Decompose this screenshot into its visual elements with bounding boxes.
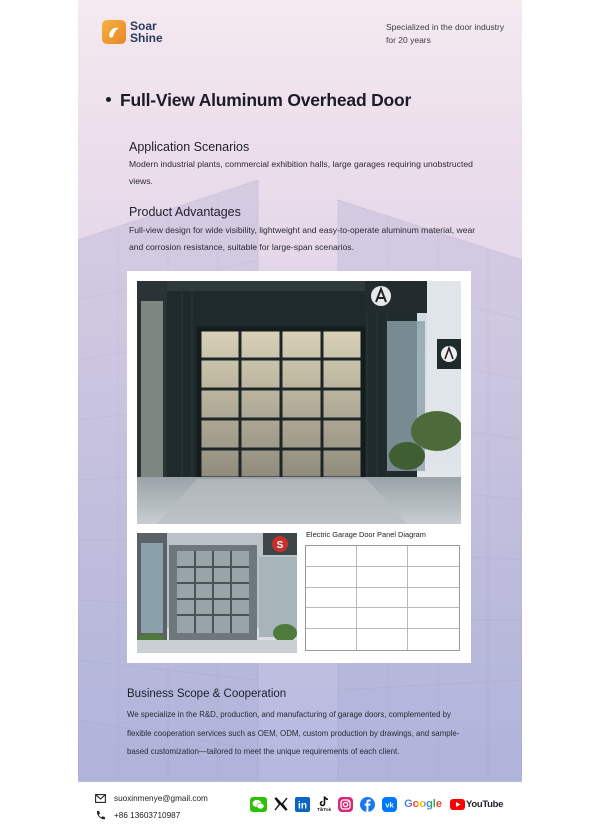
section-heading-advantages: Product Advantages [129, 205, 241, 219]
page-title-text: Full-View Aluminum Overhead Door [120, 90, 412, 110]
google-label: Google [404, 798, 442, 810]
door-panel-diagram [305, 545, 460, 651]
business-heading: Business Scope & Cooperation [127, 688, 287, 700]
diagram-cell [306, 608, 357, 629]
logo-text-line2: Shine [130, 31, 163, 45]
logo-text-line1: Soar [130, 19, 157, 33]
x-icon[interactable] [274, 797, 288, 811]
svg-text:in: in [298, 800, 307, 811]
section-body-advantages: Full-view design for wide visibility, lightweight and easy-to-operate aluminum material, wear and corrosion resistance, suitable for large-span scenarios. [129, 225, 476, 252]
tagline-line2: for 20 years [386, 35, 431, 45]
logo-icon [102, 20, 126, 44]
diagram-cell [306, 588, 357, 609]
business-body: We specialize in the R&D, production, and manufacturing of garage doors, complemented by flexible cooperation services such as OEM, ODM, custom production by drawings, and sample-based customization—tailored to meet the unique requirements of each client. [127, 710, 460, 756]
diagram-cell [357, 567, 408, 588]
svg-text:vk: vk [385, 800, 394, 810]
diagram-cell [408, 588, 459, 609]
google-icon[interactable] [404, 798, 442, 810]
diagram-cell [306, 629, 357, 650]
youtube-label: YouTube [465, 798, 504, 810]
diagram-cell [408, 567, 459, 588]
phone-icon [95, 810, 106, 821]
tiktok-label: TikTok [317, 807, 332, 812]
title-bullet [106, 97, 111, 102]
diagram-cell [357, 629, 408, 650]
brand-logo [102, 20, 163, 44]
social-links [250, 796, 503, 812]
diagram-label: Electric Garage Door Panel Diagram [306, 530, 426, 539]
phone-text: +86 13603710987 [114, 811, 181, 820]
tagline [386, 21, 516, 47]
email-text: suoxinmenye@gmail.com [114, 794, 208, 803]
contact-phone[interactable] [95, 810, 180, 821]
diagram-cell [357, 588, 408, 609]
tiktok-icon[interactable] [317, 796, 331, 812]
diagram-cell [306, 546, 357, 567]
section-body-application: Modern industrial plants, commercial exhibition halls, large garages requiring unobstructed views. [129, 159, 473, 186]
product-photo-card [127, 271, 471, 663]
contact-email[interactable] [95, 794, 208, 803]
tagline-line1: Specialized in the door industry [386, 22, 505, 32]
flyer-page [78, 0, 522, 782]
vk-icon[interactable] [382, 797, 397, 812]
section-heading-application: Application Scenarios [129, 140, 250, 154]
diagram-cell [408, 629, 459, 650]
email-icon [95, 794, 106, 803]
diagram-cell [408, 546, 459, 567]
diagram-cell [306, 567, 357, 588]
linkedin-icon[interactable] [295, 797, 310, 812]
garage-door-secondary-photo [137, 533, 297, 653]
diagram-cell [357, 608, 408, 629]
diagram-cell [408, 608, 459, 629]
instagram-icon[interactable] [338, 797, 353, 812]
wechat-icon[interactable] [250, 797, 267, 812]
diagram-cell [357, 546, 408, 567]
youtube-icon[interactable] [450, 799, 503, 810]
facebook-icon[interactable] [360, 797, 375, 812]
svg-text:S: S [276, 540, 284, 551]
page-title [106, 90, 411, 111]
garage-door-main-photo [137, 281, 461, 524]
